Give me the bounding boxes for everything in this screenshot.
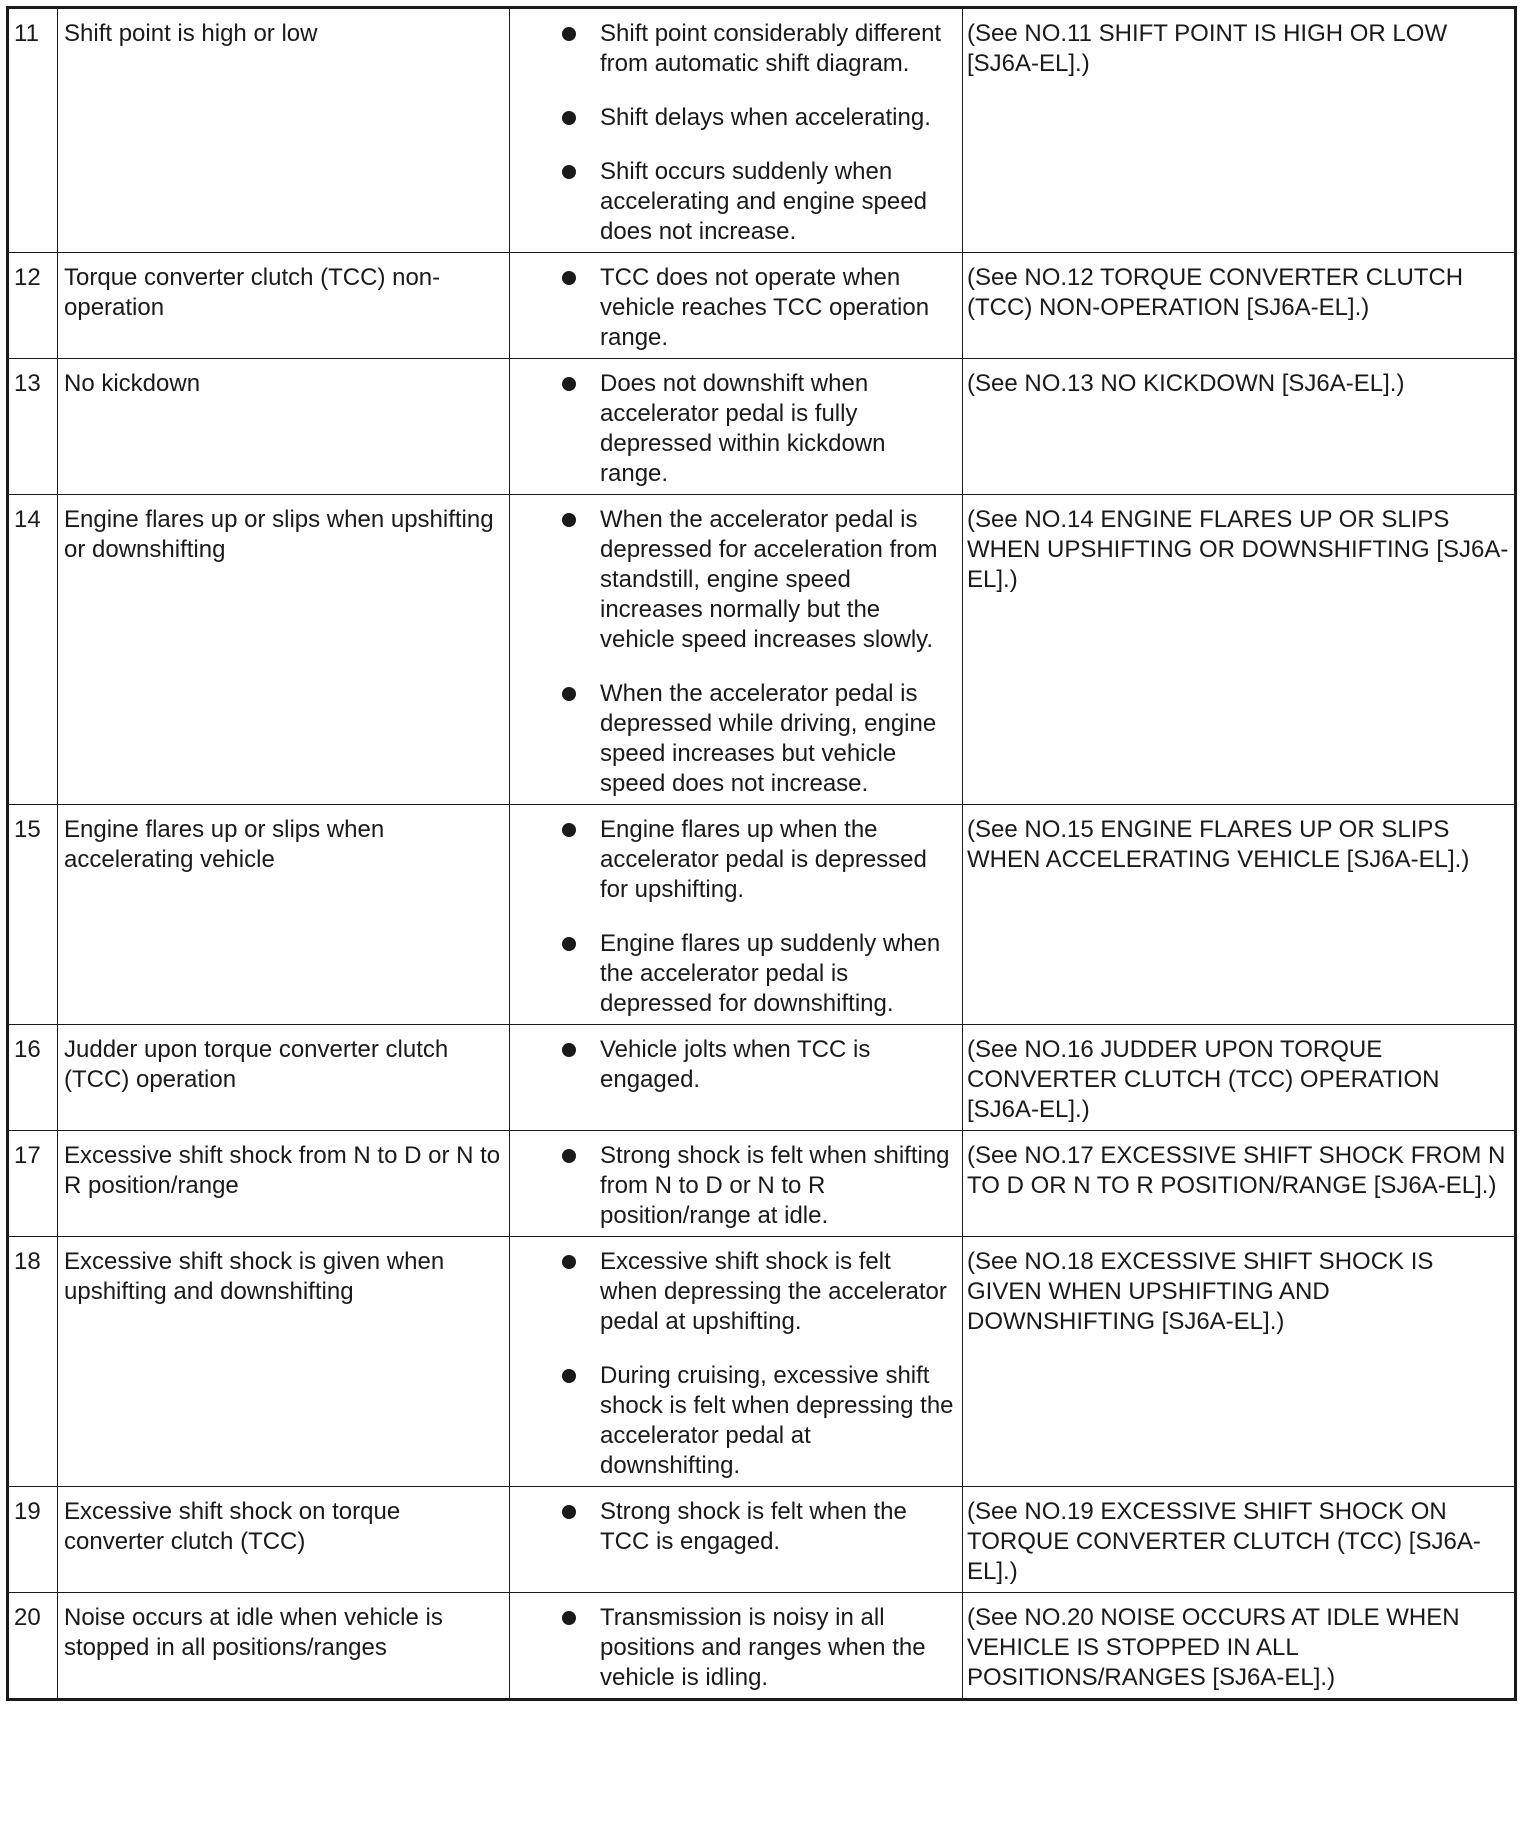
trouble-item: Noise occurs at idle when vehicle is stopped in all positions/ranges [58, 1593, 510, 1700]
symptom-list [562, 19, 954, 247]
symptom-list [562, 1035, 954, 1095]
bullet-icon [562, 1505, 576, 1519]
table-row [8, 1131, 1516, 1237]
reference-cell: (See NO.20 NOISE OCCURS AT IDLE WHEN VEHICLE IS STOPPED IN ALL POSITIONS/RANGES [SJ6A-EL].) [963, 1593, 1516, 1700]
symptom-text: Transmission is noisy in all positions and ranges when the vehicle is idling. [600, 1604, 926, 1691]
bullet-icon [562, 1043, 576, 1057]
reference-cell: (See NO.12 TORQUE CONVERTER CLUTCH (TCC) NON-OPERATION [SJ6A-EL].) [963, 253, 1516, 359]
trouble-item: Excessive shift shock is given when upshifting and downshifting [58, 1237, 510, 1487]
symptom-list [562, 815, 954, 1019]
symptom-item [562, 1497, 954, 1557]
bullet-icon [562, 111, 576, 125]
symptom-text: When the accelerator pedal is depressed for acceleration from standstill, engine speed increases normally but the vehicle speed increases slowly. [600, 506, 938, 653]
symptom-cell [510, 8, 963, 253]
bullet-icon [562, 687, 576, 701]
symptom-cell [510, 253, 963, 359]
row-number: 14 [8, 495, 58, 805]
row-number: 18 [8, 1237, 58, 1487]
symptom-item [562, 103, 954, 133]
bullet-icon [562, 513, 576, 527]
bullet-icon [562, 27, 576, 41]
symptom-text: Strong shock is felt when the TCC is engaged. [600, 1498, 907, 1555]
bullet-icon [562, 1149, 576, 1163]
symptom-item [562, 1361, 954, 1481]
bullet-icon [562, 1255, 576, 1269]
symptom-text: Does not downshift when accelerator pedal is fully depressed within kickdown range. [600, 370, 886, 487]
table-row [8, 1487, 1516, 1593]
bullet-icon [562, 823, 576, 837]
bullet-icon [562, 937, 576, 951]
trouble-item: Excessive shift shock on torque converter clutch (TCC) [58, 1487, 510, 1593]
reference-cell: (See NO.15 ENGINE FLARES UP OR SLIPS WHEN ACCELERATING VEHICLE [SJ6A-EL].) [963, 805, 1516, 1025]
symptom-item [562, 505, 954, 655]
symptom-cell [510, 1131, 963, 1237]
symptom-item [562, 1035, 954, 1095]
row-number: 20 [8, 1593, 58, 1700]
symptom-list [562, 505, 954, 799]
table-body [8, 8, 1516, 1700]
symptom-cell [510, 1025, 963, 1131]
symptom-item [562, 815, 954, 905]
symptom-cell [510, 1487, 963, 1593]
symptom-list [562, 1141, 954, 1231]
trouble-item: Judder upon torque converter clutch (TCC) operation [58, 1025, 510, 1131]
symptom-text: TCC does not operate when vehicle reaches TCC operation range. [600, 264, 930, 351]
symptom-item [562, 929, 954, 1019]
row-number: 12 [8, 253, 58, 359]
bullet-icon [562, 1611, 576, 1625]
reference-cell: (See NO.18 EXCESSIVE SHIFT SHOCK IS GIVEN WHEN UPSHIFTING AND DOWNSHIFTING [SJ6A-EL].) [963, 1237, 1516, 1487]
reference-cell: (See NO.11 SHIFT POINT IS HIGH OR LOW [SJ6A-EL].) [963, 8, 1516, 253]
table-row [8, 253, 1516, 359]
troubleshooting-table [6, 6, 1517, 1701]
row-number: 16 [8, 1025, 58, 1131]
symptom-text: Vehicle jolts when TCC is engaged. [600, 1036, 871, 1093]
symptom-list [562, 1603, 954, 1693]
symptom-cell [510, 1593, 963, 1700]
row-number: 13 [8, 359, 58, 495]
symptom-text: Engine flares up suddenly when the accelerator pedal is depressed for downshifting. [600, 930, 941, 1017]
trouble-item: Shift point is high or low [58, 8, 510, 253]
symptom-item [562, 263, 954, 353]
symptom-item [562, 1141, 954, 1231]
row-number: 17 [8, 1131, 58, 1237]
symptom-text: Engine flares up when the accelerator pedal is depressed for upshifting. [600, 816, 927, 903]
table-row [8, 1025, 1516, 1131]
trouble-item: Engine flares up or slips when accelerating vehicle [58, 805, 510, 1025]
symptom-item [562, 679, 954, 799]
symptom-text: Strong shock is felt when shifting from N to D or N to R position/range at idle. [600, 1142, 950, 1229]
reference-cell: (See NO.16 JUDDER UPON TORQUE CONVERTER CLUTCH (TCC) OPERATION [SJ6A-EL].) [963, 1025, 1516, 1131]
bullet-icon [562, 165, 576, 179]
symptom-text: Excessive shift shock is felt when depressing the accelerator pedal at upshifting. [600, 1248, 947, 1335]
table-row [8, 805, 1516, 1025]
symptom-list [562, 1247, 954, 1481]
bullet-icon [562, 377, 576, 391]
bullet-icon [562, 271, 576, 285]
symptom-item [562, 369, 954, 489]
trouble-item: Engine flares up or slips when upshifting or downshifting [58, 495, 510, 805]
symptom-cell [510, 495, 963, 805]
table-row [8, 359, 1516, 495]
reference-cell: (See NO.17 EXCESSIVE SHIFT SHOCK FROM N TO D OR N TO R POSITION/RANGE [SJ6A-EL].) [963, 1131, 1516, 1237]
symptom-text: When the accelerator pedal is depressed while driving, engine speed increases but vehicle speed does not increase. [600, 680, 937, 797]
symptom-list [562, 263, 954, 353]
table-row [8, 1593, 1516, 1700]
bullet-icon [562, 1369, 576, 1383]
symptom-item [562, 19, 954, 79]
symptom-text: Shift delays when accelerating. [600, 104, 931, 131]
row-number: 15 [8, 805, 58, 1025]
symptom-cell [510, 1237, 963, 1487]
symptom-text: Shift point considerably different from automatic shift diagram. [600, 20, 942, 77]
symptom-text: Shift occurs suddenly when accelerating and engine speed does not increase. [600, 158, 927, 245]
symptom-cell [510, 359, 963, 495]
symptom-list [562, 369, 954, 489]
symptom-list [562, 1497, 954, 1557]
symptom-item [562, 157, 954, 247]
reference-cell: (See NO.19 EXCESSIVE SHIFT SHOCK ON TORQUE CONVERTER CLUTCH (TCC) [SJ6A-EL].) [963, 1487, 1516, 1593]
trouble-item: Excessive shift shock from N to D or N to R position/range [58, 1131, 510, 1237]
reference-cell: (See NO.13 NO KICKDOWN [SJ6A-EL].) [963, 359, 1516, 495]
row-number: 19 [8, 1487, 58, 1593]
trouble-item: Torque converter clutch (TCC) non-operation [58, 253, 510, 359]
row-number: 11 [8, 8, 58, 253]
symptom-text: During cruising, excessive shift shock is felt when depressing the accelerator pedal at downshifting. [600, 1362, 954, 1479]
table-row [8, 495, 1516, 805]
symptom-item [562, 1247, 954, 1337]
symptom-cell [510, 805, 963, 1025]
table-row [8, 8, 1516, 253]
symptom-item [562, 1603, 954, 1693]
reference-cell: (See NO.14 ENGINE FLARES UP OR SLIPS WHEN UPSHIFTING OR DOWNSHIFTING [SJ6A-EL].) [963, 495, 1516, 805]
trouble-item: No kickdown [58, 359, 510, 495]
table-row [8, 1237, 1516, 1487]
